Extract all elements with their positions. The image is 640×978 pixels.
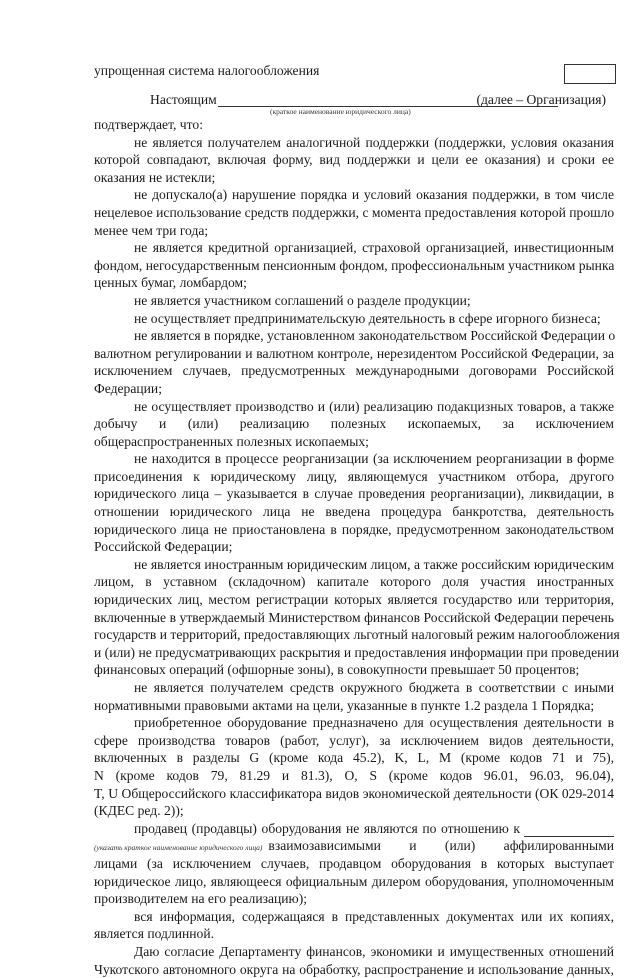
text-line-tail-4: вся информация, содержащаяся в представленных документах или их копиях, xyxy=(94,908,614,926)
text-line-10: ценных бумаг, ломбардом; xyxy=(94,274,614,292)
text-line-28: юридических лиц, местом регистрации которых является государство или территория, xyxy=(94,591,614,609)
text-line-27: лицом, в уставном (складочном) капитале которого доля участия иностранных xyxy=(94,573,614,591)
text-line-3: которой совпадают, включая форму, вид поддержки и цели ее оказания) и сроки ее xyxy=(94,151,614,169)
tax-system-line: упрощенная система налогообложения xyxy=(94,62,319,80)
text-line-31: и (или) не предусматривающих раскрытия и предоставления информации при проведении xyxy=(94,644,614,662)
declaration-body xyxy=(94,116,614,978)
text-line-37: включенных в разделы G (кроме кода 45.2), K, L, M (кроме кодов 71 и 75), xyxy=(94,749,614,767)
text-line-21: присоединения к юридическому лицу, являющемуся участником отбора, другого xyxy=(94,468,614,486)
text-line-9: фондом, негосударственным пенсионным фондом, профессиональным участником рынка xyxy=(94,257,614,275)
text-line-19: общераспространенных полезных ископаемых; xyxy=(94,433,614,451)
text-line-7: менее чем три года; xyxy=(94,222,614,240)
seller-text-first: продавец (продавцы) оборудования не являются по отношению к xyxy=(134,820,520,838)
declaration-paragraphs xyxy=(94,116,614,820)
text-line-tail-1: лицами (за исключением случаев, продавцом оборудования в которых выступает xyxy=(94,855,614,873)
text-line-12: не осуществляет предпринимательскую деятельность в сфере игорного бизнеса; xyxy=(94,310,614,328)
text-line-8: не является кредитной организацией, страховой организацией, инвестиционным xyxy=(94,239,614,257)
seller-counterparty-hint: (указать краткое наименование юридического лица) xyxy=(94,839,262,857)
text-line-tail-3: производителем на его реализацию); xyxy=(94,890,614,908)
text-line-32: финансовых операций (офшорные зоны), в совокупности превышает 50 процентов; xyxy=(94,661,614,679)
text-line-25: Российской Федерации; xyxy=(94,538,614,556)
text-line-34: нормативными правовыми актами на цели, указанные в пункте 1.2 раздела 1 Порядка; xyxy=(94,697,614,715)
text-line-26: не является иностранным юридическим лицом, а также российским юридическим xyxy=(94,556,614,574)
text-line-tail-5: является подлинной. xyxy=(94,925,614,943)
text-line-35: приобретенное оборудование предназначено для осуществления деятельности в xyxy=(94,714,614,732)
text-line-30: государств и территорий, предоставляющих льготный налоговый режим налогообложения xyxy=(94,626,614,644)
text-line-24: юридического лица не приостановлена в порядке, предусмотренном законодательством xyxy=(94,521,614,539)
text-line-tail-2: юридическое лицо, являющееся официальным дилером оборудования, уполномоченным xyxy=(94,873,614,891)
text-line-39: T, U Общероссийского классификатора видов экономической деятельности (ОК 029-2014 xyxy=(94,785,614,803)
text-line-2: не является получателем аналогичной поддержки (поддержки, условия оказания xyxy=(94,134,614,152)
text-line-33: не является получателем средств окружного бюджета в соответствии с иными xyxy=(94,679,614,697)
text-line-17: не осуществляет производство и (или) реализацию подакцизных товаров, а также xyxy=(94,398,614,416)
org-name-hint: (краткое наименование юридического лица) xyxy=(270,107,411,116)
text-line-22: юридического лица – указывается в случае проведения реорганизации), ликвидации, в xyxy=(94,485,614,503)
text-line-1: подтверждает, что: xyxy=(94,116,614,134)
text-line-40: (КДЕС ред. 2)); xyxy=(94,802,614,820)
text-line-11: не является участником соглашений о разделе продукции; xyxy=(94,292,614,310)
text-line-36: сфере производства товаров (работ, услуг), за исключением видов деятельности, xyxy=(94,732,614,750)
org-tail-text: (далее – Организация) xyxy=(476,91,606,109)
declaration-paragraphs-tail xyxy=(94,855,614,978)
text-line-6: нецелевое использование средств поддержки, с момента предоставления которой прошло xyxy=(94,204,614,222)
seller-counterparty-blank[interactable] xyxy=(524,822,614,837)
text-line-tail-7: Чукотского автономного округа на обработку, распространение и использование данных, xyxy=(94,961,614,978)
text-line-20: не находится в процессе реорганизации (за исключением реорганизации в форме xyxy=(94,450,614,468)
text-line-23: отношении юридического лица не введена процедура банкротства, деятельность xyxy=(94,503,614,521)
seller-text-second: взаимозависимыми и (или) аффилированными xyxy=(268,837,614,855)
text-line-18: добычу и (или) реализацию полезных ископаемых, за исключением xyxy=(94,415,614,433)
stamp-box xyxy=(564,64,616,84)
text-line-5: не допускало(а) нарушение порядка и условий оказания поддержки, в том числе xyxy=(94,186,614,204)
text-line-13: не является в порядке, установленном законодательством Российской Федерации о xyxy=(94,327,614,345)
seller-line-2 xyxy=(94,837,614,855)
text-line-38: N (кроме кодов 79, 81.29 и 81.3), O, S (кроме кодов 96.01, 96.03, 96.04), xyxy=(94,767,614,785)
text-line-16: Федерации; xyxy=(94,380,614,398)
org-lead-text: Настоящим xyxy=(150,91,217,109)
seller-line-1 xyxy=(94,820,614,838)
text-line-14: валютном регулировании и валютном контроле, нерезидентом Российской Федерации, за xyxy=(94,345,614,363)
text-line-15: исключением случаев, предусмотренных международными договорами Российской xyxy=(94,362,614,380)
text-line-4: оказания не истекли; xyxy=(94,169,614,187)
text-line-29: включенные в утверждаемый Министерством финансов Российской Федерации перечень xyxy=(94,609,614,627)
text-line-tail-6: Даю согласие Департаменту финансов, экономики и имущественных отношений xyxy=(94,943,614,961)
